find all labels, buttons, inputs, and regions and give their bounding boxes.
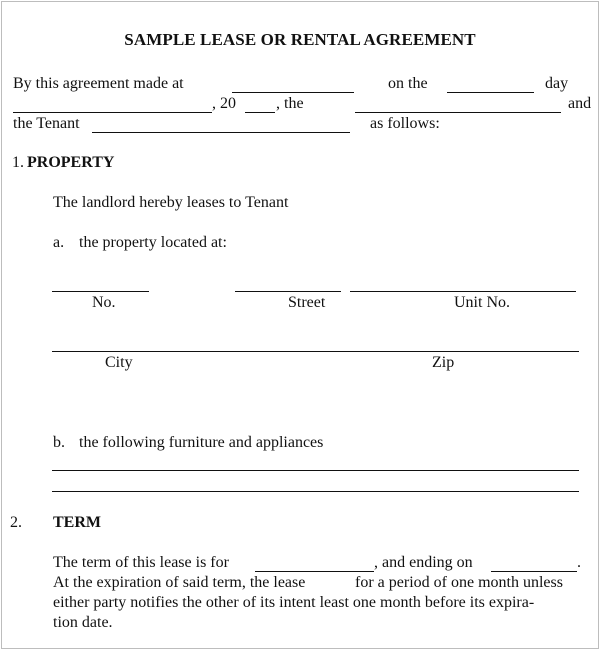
unit-number-label: Unit No. bbox=[454, 294, 510, 311]
tenant-blank[interactable] bbox=[92, 132, 350, 133]
furniture-blank-1[interactable] bbox=[52, 470, 579, 471]
landlord-blank[interactable] bbox=[355, 112, 561, 113]
intro-made-at-text: By this agreement made at bbox=[13, 75, 184, 92]
zip-label: Zip bbox=[432, 354, 455, 371]
day-blank[interactable] bbox=[447, 92, 534, 93]
item-b-text: the following furniture and appliances bbox=[79, 434, 324, 451]
year-blank[interactable] bbox=[245, 112, 275, 113]
item-b-label: b. bbox=[53, 434, 65, 451]
intro-the-text: , the bbox=[276, 95, 304, 112]
term-text-2a: At the expiration of said term, the lease bbox=[53, 574, 306, 591]
term-text-3: either party notifies the other of its intent least one month before its expira- bbox=[53, 594, 535, 611]
term-text-4: tion date. bbox=[53, 614, 113, 631]
intro-tenant-text: the Tenant bbox=[13, 115, 80, 132]
term-text-1-end: . bbox=[577, 554, 581, 571]
city-label: City bbox=[105, 354, 133, 371]
item-a-label: a. bbox=[53, 234, 65, 251]
intro-and-text: and bbox=[568, 95, 592, 112]
term-length-blank[interactable] bbox=[255, 571, 374, 572]
street-number-label: No. bbox=[92, 294, 116, 311]
section-1-lead: The landlord hereby leases to Tenant bbox=[53, 194, 289, 211]
street-blank[interactable] bbox=[235, 291, 341, 292]
intro-on-the-text: on the bbox=[388, 75, 428, 92]
intro-as-follows-text: as follows: bbox=[370, 115, 440, 132]
section-1-number: 1. bbox=[12, 154, 24, 171]
month-blank[interactable] bbox=[13, 112, 212, 113]
section-1-heading: PROPERTY bbox=[27, 154, 115, 171]
term-text-1a: The term of this lease is for bbox=[53, 554, 229, 571]
item-a-text: the property located at: bbox=[79, 234, 227, 251]
unit-number-blank[interactable] bbox=[350, 291, 576, 292]
section-2-number: 2. bbox=[10, 514, 22, 531]
furniture-blank-2[interactable] bbox=[52, 491, 579, 492]
place-blank[interactable] bbox=[232, 92, 354, 93]
term-text-2b: for a period of one month unless bbox=[355, 574, 563, 591]
street-label: Street bbox=[288, 294, 326, 311]
city-zip-blank[interactable] bbox=[52, 351, 579, 352]
intro-year-prefix-text: , 20 bbox=[212, 95, 236, 112]
street-number-blank[interactable] bbox=[52, 291, 149, 292]
end-date-blank[interactable] bbox=[491, 571, 577, 572]
section-2-heading: TERM bbox=[53, 514, 101, 531]
term-text-1b: , and ending on bbox=[374, 554, 473, 571]
intro-day-text: day bbox=[545, 75, 569, 92]
document-title: SAMPLE LEASE OR RENTAL AGREEMENT bbox=[124, 30, 476, 49]
